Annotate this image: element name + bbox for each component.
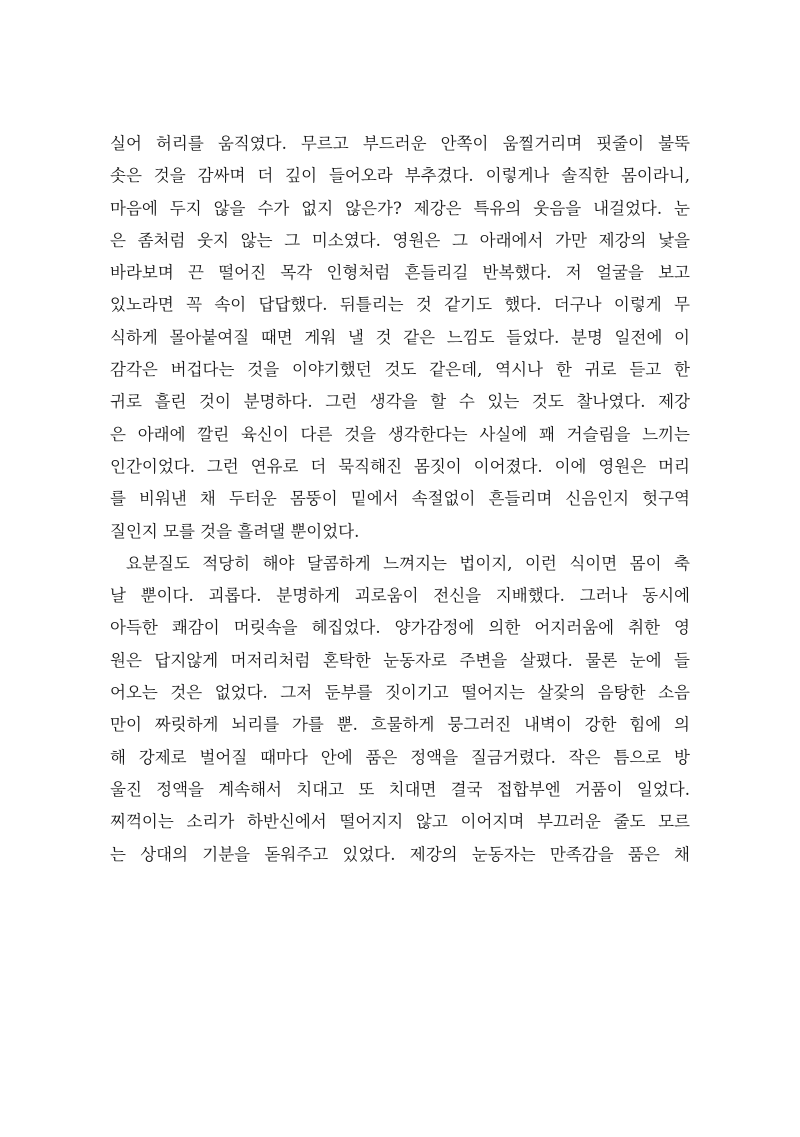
text-line: 해 강제로 벌어질 때마다 안에 품은 정액을 질금거렸다. 작은 틈으로 방 (110, 747, 690, 767)
text-line: 은 좀처럼 웃지 않는 그 미소였다. 영원은 그 아래에서 가만 제강의 낯을 (110, 230, 690, 250)
paragraph-2 (110, 548, 690, 871)
text-line: 귀로 흘린 것이 분명하다. 그런 생각을 할 수 있는 것도 찰나였다. 제강 (110, 392, 690, 412)
paragraph-1 (110, 128, 690, 548)
text-line: 찌꺽이는 소리가 하반신에서 떨어지지 않고 이어지며 부끄러운 줄도 모르 (110, 812, 690, 832)
body-text (110, 128, 690, 871)
text-line: 울진 정액을 계속해서 치대고 또 치대면 결국 접합부엔 거품이 일었다. (110, 779, 690, 799)
text-line: 요분질도 적당히 해야 달콤하게 느껴지는 법이지, 이런 식이면 몸이 축 (126, 553, 690, 573)
text-line: 원은 답지않게 머저리처럼 혼탁한 눈동자로 주변을 살폈다. 물론 눈에 들 (110, 650, 690, 670)
text-line: 마음에 두지 않을 수가 없지 않은가? 제강은 특유의 웃음을 내걸었다. 눈 (110, 198, 690, 218)
text-line: 인간이었다. 그런 연유로 더 묵직해진 몸짓이 이어졌다. 이에 영원은 머리 (110, 456, 690, 476)
text-line: 실어 허리를 움직였다. 무르고 부드러운 안쪽이 움찔거리며 핏줄이 불뚝 (110, 134, 690, 153)
text-line: 솟은 것을 감싸며 더 깊이 들어오라 부추겼다. 이렇게나 솔직한 몸이라니, (110, 166, 690, 186)
text-line: 아득한 쾌감이 머릿속을 헤집었다. 양가감정에 의한 어지러움에 취한 영 (110, 618, 690, 638)
text-line: 바라보며 끈 떨어진 목각 인형처럼 흔들리길 반복했다. 저 얼굴을 보고 (110, 263, 690, 283)
text-line: 를 비워낸 채 두터운 몸뚱이 밑에서 속절없이 흔들리며 신음인지 헛구역 (110, 489, 690, 509)
text-line: 은 아래에 깔린 육신이 다른 것을 생각한다는 사실에 꽤 거슬림을 느끼는 (110, 424, 690, 444)
text-line: 만이 짜릿하게 뇌리를 가를 뿐. 흐물하게 뭉그러진 내벽이 강한 힘에 의 (110, 715, 690, 735)
text-line: 질인지 모를 것을 흘려댈 뿐이었다. (110, 521, 360, 541)
text-line: 날 뿐이다. 괴롭다. 분명하게 괴로움이 전신을 지배했다. 그러나 동시에 (110, 586, 690, 606)
text-line: 어오는 것은 없었다. 그저 둔부를 짓이기고 떨어지는 살갗의 음탕한 소음 (110, 683, 690, 703)
text-line: 감각은 버겁다는 것을 이야기했던 것도 같은데, 역시나 한 귀로 듣고 한 (110, 360, 690, 380)
text-line: 식하게 몰아붙여질 때면 게워 낼 것 같은 느낌도 들었다. 분명 일전에 이 (110, 327, 690, 347)
text-line: 는 상대의 기분을 돋워주고 있었다. 제강의 눈동자는 만족감을 품은 채 (110, 844, 690, 864)
text-line: 있노라면 꼭 속이 답답했다. 뒤틀리는 것 같기도 했다. 더구나 이렇게 무 (110, 295, 690, 315)
